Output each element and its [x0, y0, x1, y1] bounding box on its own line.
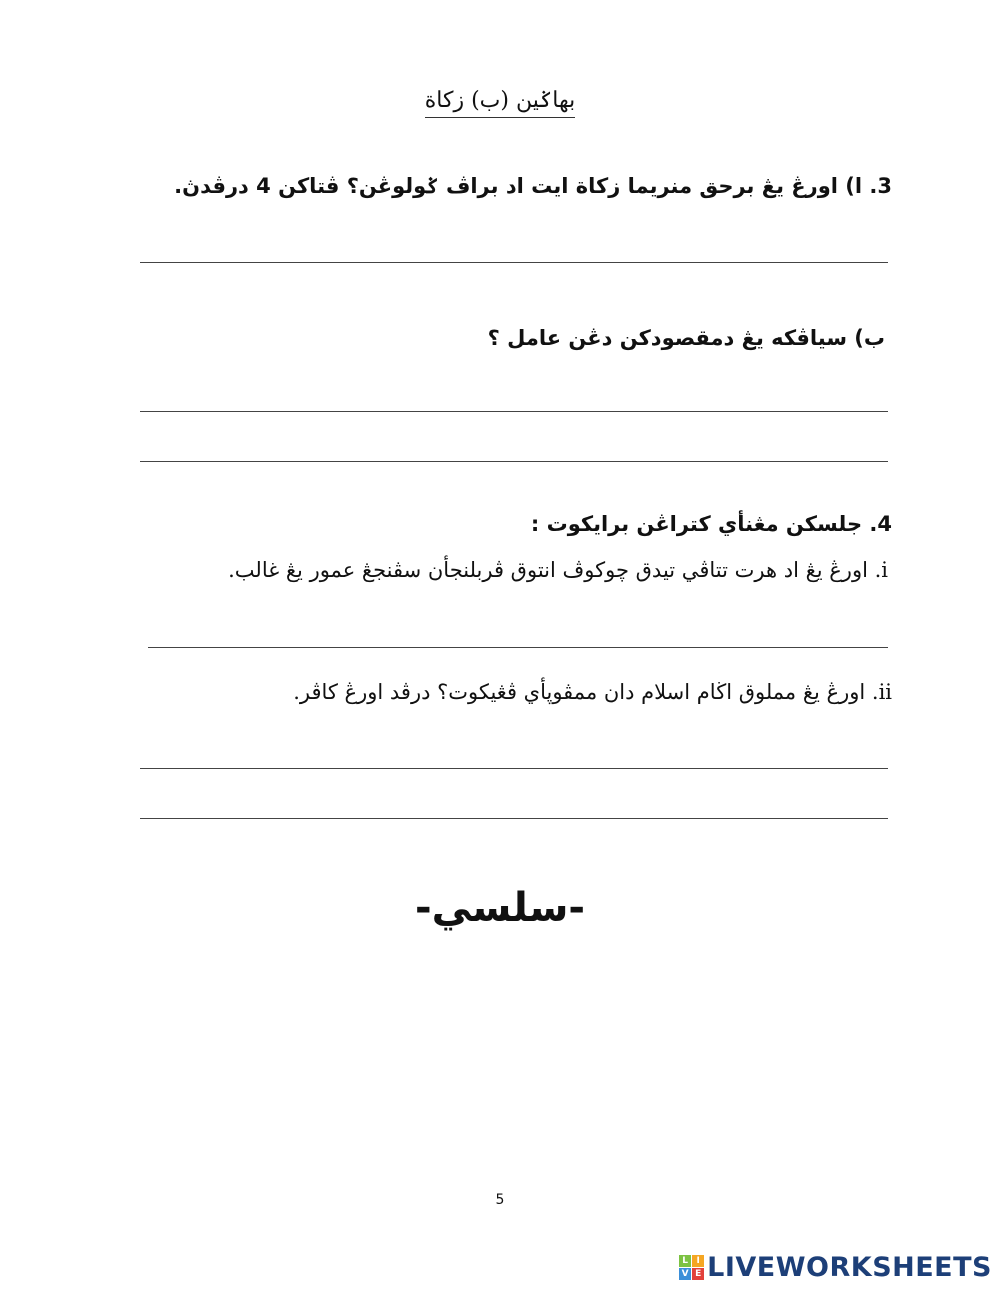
- answer-line[interactable]: [148, 647, 888, 648]
- brand-name: LIVEWORKSHEETS: [707, 1252, 992, 1283]
- liveworksheets-logo: [679, 1252, 992, 1283]
- question-4i: i. اورڠ يڠ اد هرت تتاڤي تيدق چوكوڤ انتوق ڤربلنجأن سڤنجڠ عمور يڠ غالب.: [228, 558, 888, 582]
- closing-text: -سلسي-: [414, 885, 586, 931]
- answer-line[interactable]: [140, 411, 888, 412]
- question-3a: 3. ا) اورڠ يڠ برحق منريما زكاة ايت اد براڤ ݢولوڠن؟ ڤتاكن 4 درڤدڽ.: [174, 174, 892, 198]
- question-3b: ب) سياڤكه يڠ دمقصودكن دڠن عامل ؟: [487, 326, 885, 350]
- question-4: 4. جلسكن مڠنأي كتراڠن برايكوت :: [530, 512, 892, 536]
- answer-line[interactable]: [140, 768, 888, 769]
- answer-line[interactable]: [140, 461, 888, 462]
- answer-line[interactable]: [140, 818, 888, 819]
- answer-line[interactable]: [140, 262, 888, 263]
- page-number: 5: [495, 1192, 505, 1208]
- section-title: بهاݢين (ب) زكاة: [0, 88, 1000, 118]
- live-cube-icon: L I V E: [679, 1255, 704, 1280]
- question-4ii: ii. اورڠ يڠ مملوق اڬام اسلام دان ممڤوڽأي ڤڠيكوت؟ درڤد اورڠ كاڤر.: [293, 680, 892, 704]
